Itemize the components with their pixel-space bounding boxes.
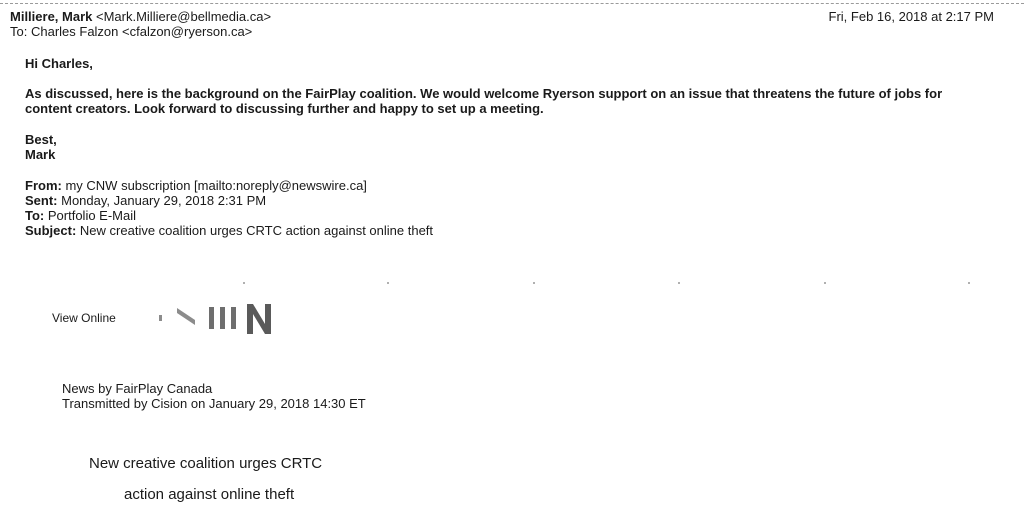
forwarded-subject-value: New creative coalition urges CRTC action against online theft — [79, 223, 434, 238]
email-date: Fri, Feb 16, 2018 at 2:17 PM — [828, 9, 994, 24]
forwarded-subject-label: Subject: — [25, 223, 77, 238]
forwarded-subject — [25, 223, 433, 238]
top-divider — [0, 0, 1024, 4]
email-to-line — [10, 24, 252, 39]
forwarded-sent — [25, 193, 266, 208]
message-body: As discussed, here is the background on the FairPlay coalition. We would welcome Ryerson support on an issue that threatens the future of jobs for content creators. Look forward to discussing further and happy to set up a meeting. — [25, 86, 943, 116]
recipient: Charles Falzon <cfalzon@ryerson.ca> — [30, 24, 253, 39]
logo-mark-bar-2 — [220, 307, 225, 329]
forwarded-to-label: To: — [25, 208, 45, 223]
forwarded-to — [25, 208, 136, 223]
cnw-logo-icon — [157, 298, 277, 338]
to-label: To: — [10, 24, 28, 39]
logo-mark-dot — [159, 315, 162, 321]
forwarded-sent-label: Sent: — [25, 193, 58, 208]
scan-speckle — [968, 282, 970, 284]
scan-speckle — [533, 282, 535, 284]
greeting: Hi Charles, — [25, 56, 93, 71]
sender-name: Milliere, Mark — [10, 9, 93, 24]
transmission-info: Transmitted by Cision on January 29, 2018 14:30 ET — [62, 396, 366, 411]
email-from-line — [10, 9, 271, 24]
headline-line-1: New creative coalition urges CRTC — [89, 455, 323, 472]
headline-line-2: action against online theft — [124, 486, 295, 503]
news-source: News by FairPlay Canada — [62, 381, 213, 396]
scan-speckle — [824, 282, 826, 284]
scan-speckle — [678, 282, 680, 284]
logo-mark-bar-3 — [231, 307, 236, 329]
sender-email: <Mark.Milliere@bellmedia.ca> — [96, 9, 272, 24]
logo-mark-slash — [177, 308, 195, 325]
forwarded-from-value: my CNW subscription [mailto:noreply@newswire.ca] — [65, 178, 367, 193]
view-online-link[interactable]: View Online — [52, 311, 116, 325]
closing: Best, — [25, 132, 57, 147]
scan-speckle — [387, 282, 389, 284]
logo-mark-n — [247, 304, 271, 334]
signature: Mark — [25, 147, 56, 162]
logo-text: CNW — [213, 334, 221, 338]
forwarded-sent-value: Monday, January 29, 2018 2:31 PM — [61, 193, 267, 208]
logo-mark-bar-1 — [209, 307, 214, 329]
forwarded-to-value: Portfolio E-Mail — [47, 208, 137, 223]
scan-speckle — [243, 282, 245, 284]
forwarded-from-label: From: — [25, 178, 62, 193]
forwarded-from — [25, 178, 367, 193]
